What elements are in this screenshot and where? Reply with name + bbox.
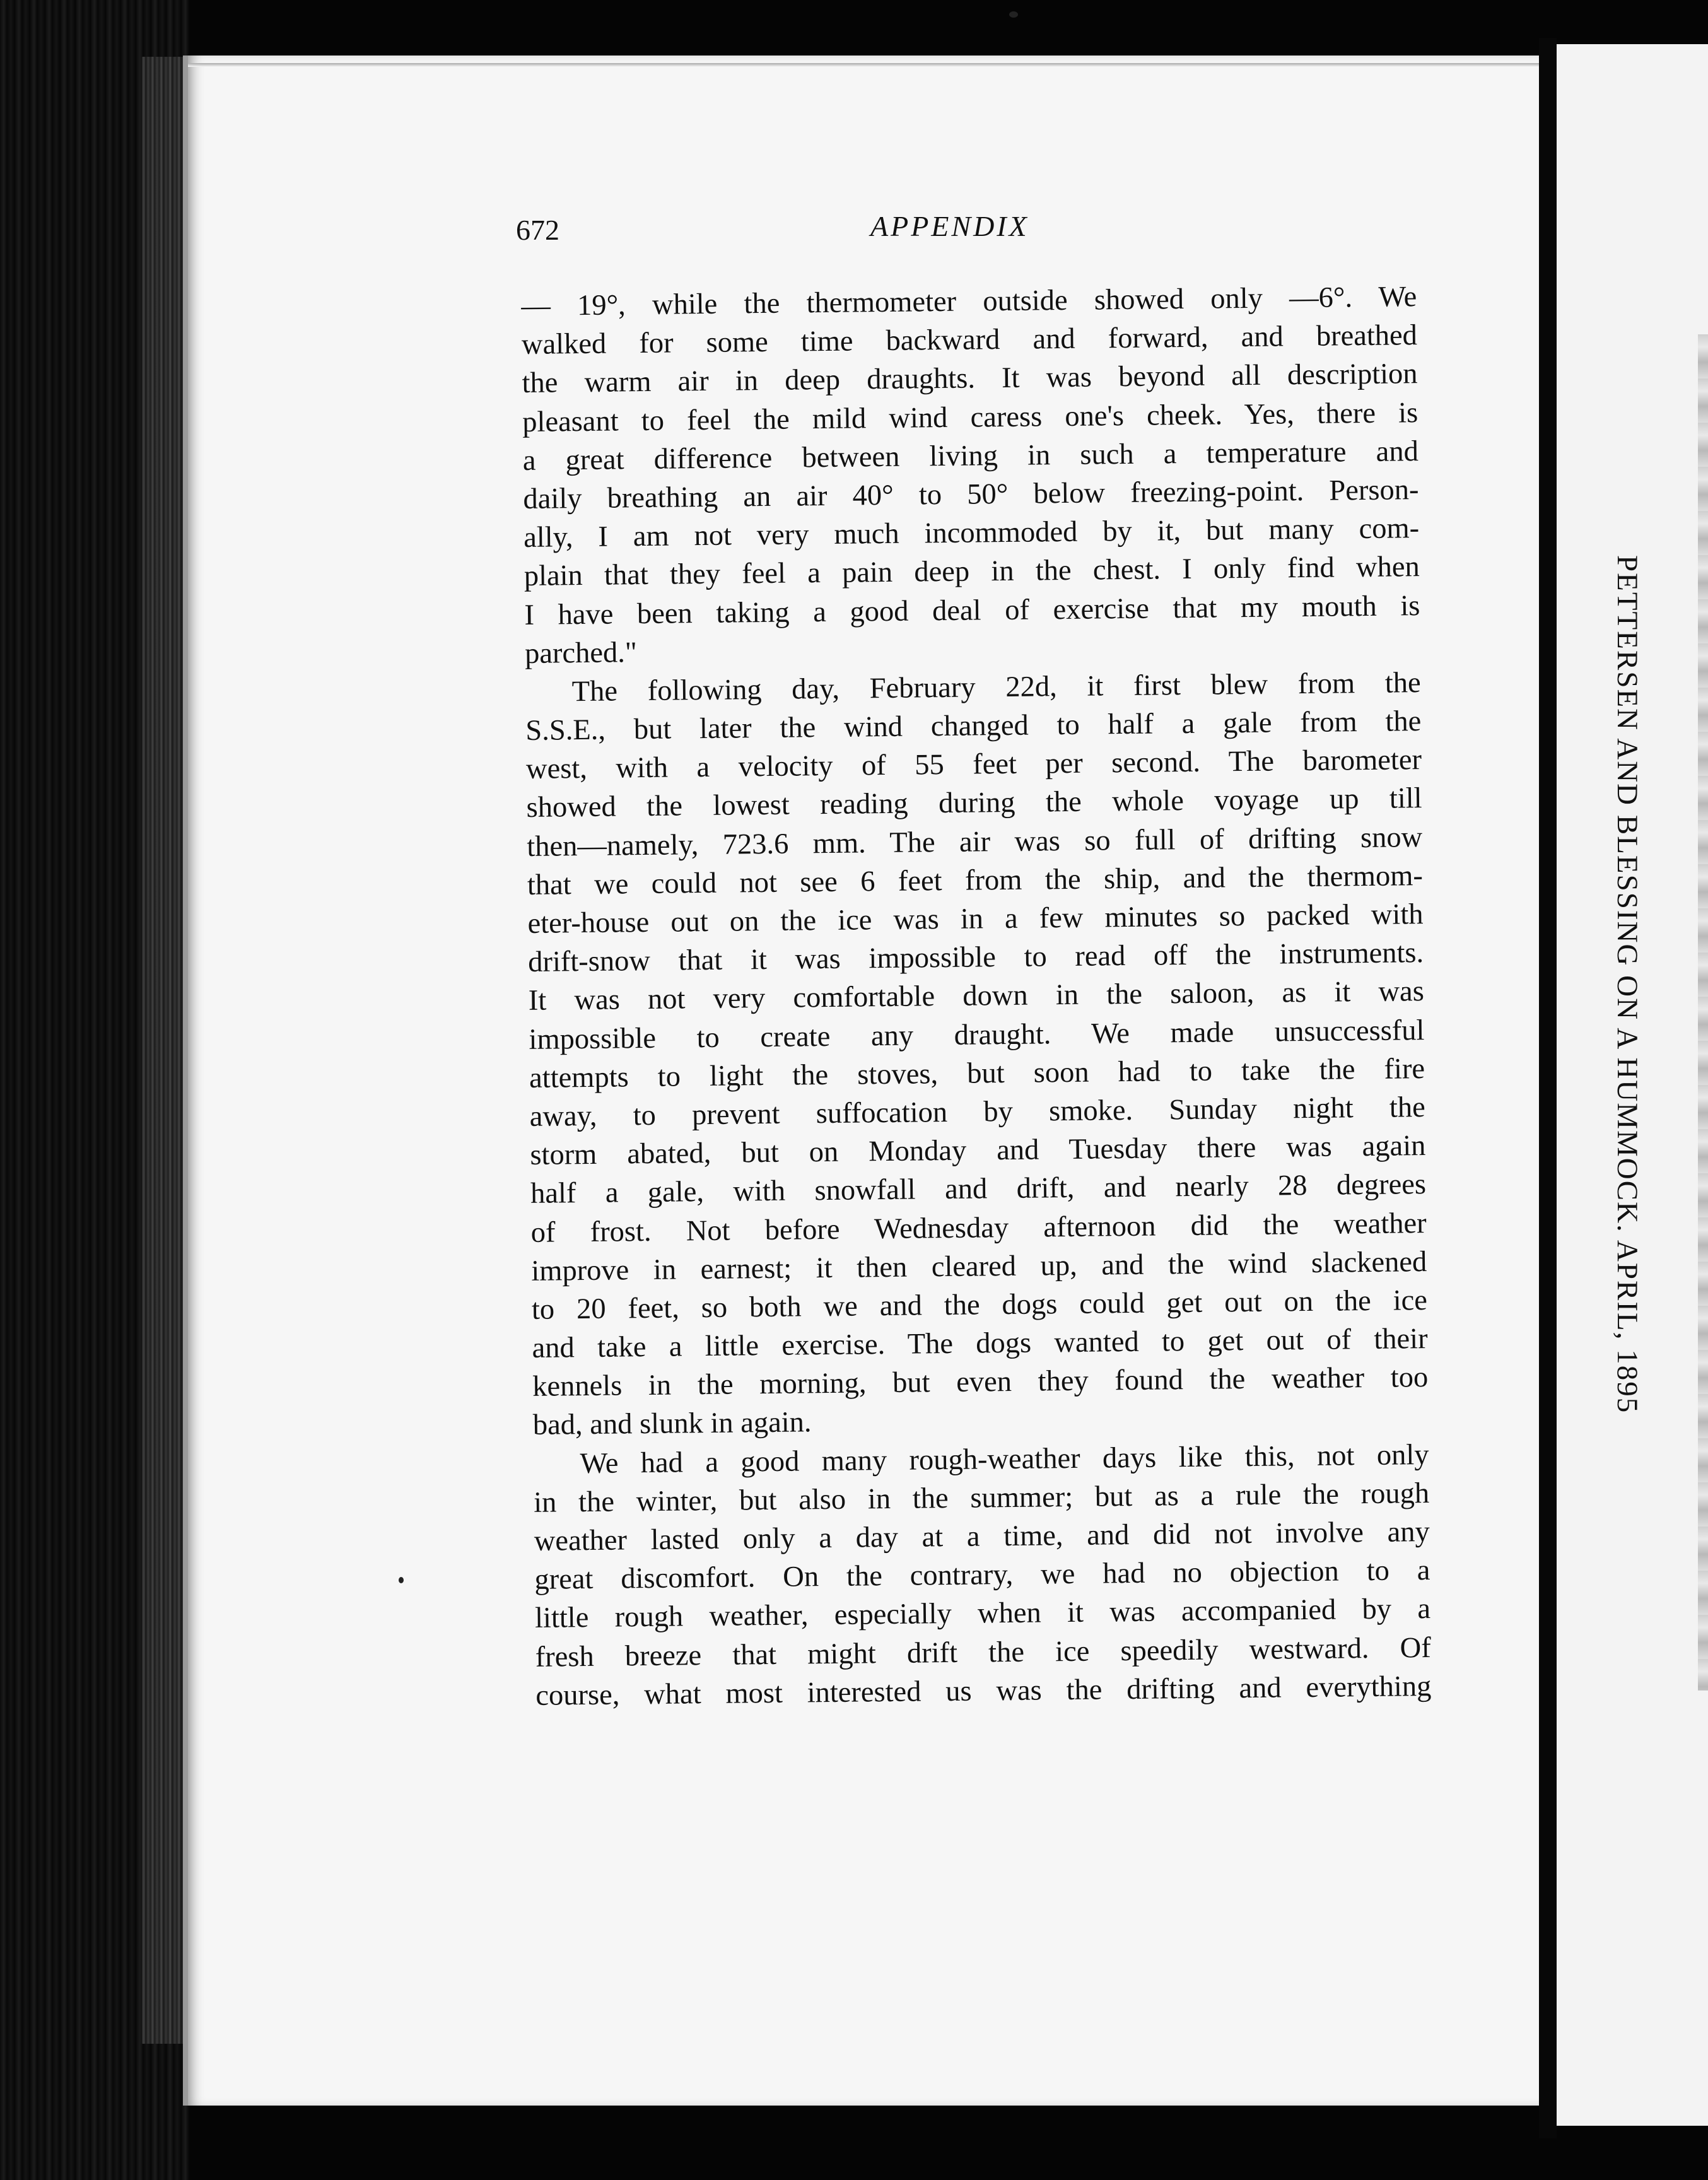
text-line: daily breathing an air 40° to 50° below freezing-point. Person-	[523, 474, 1419, 515]
text-line: drift-snow that it was impossible to read off the instruments.	[527, 937, 1424, 979]
body-text	[521, 278, 1432, 1715]
ink-speck	[399, 1577, 404, 1583]
text-line: ally, I am not very much incommoded by it, but many com-	[523, 512, 1420, 554]
text-line: attempts to light the stoves, but soon had to take the fire	[529, 1052, 1425, 1094]
text-line: course, what most interested us was the drifting and everything	[535, 1670, 1432, 1712]
page-gutter	[1539, 38, 1557, 2138]
text-line: pleasant to feel the mild wind caress one's cheek. Yes, there is	[522, 396, 1418, 438]
text-line: eter-house out on the ice was in a few minutes so packed with	[527, 898, 1424, 940]
text-line: — 19°, while the thermometer outside showed only —6°. We	[521, 281, 1417, 322]
plate-caption: PETTERSEN AND BLESSING ON A HUMMOCK. APRIL, 1895	[1611, 555, 1644, 1414]
text-line: parched."	[524, 636, 638, 670]
text-line: the warm air in deep draughts. It was beyond all description	[522, 358, 1418, 400]
page-top-shadow	[188, 63, 1544, 67]
text-line: bad, and slunk in again.	[532, 1406, 812, 1442]
text-line: great discomfort. On the contrary, we had no objection to a	[534, 1554, 1430, 1597]
text-line: that we could not see 6 feet from the ship, and the thermom-	[527, 859, 1424, 901]
text-line: a great difference between living in such a temperature and	[522, 435, 1419, 477]
text-line: to 20 feet, so both we and the dogs could get out on the ice	[531, 1284, 1428, 1326]
text-line: weather lasted only a day at a time, and did not involve any	[534, 1516, 1430, 1557]
page-number: 672	[516, 214, 559, 246]
text-line: S.S.E., but later the wind changed to half a gale from the	[525, 705, 1422, 747]
text-line: impossible to create any draught. We made unsuccessful	[529, 1014, 1425, 1056]
text-line: little rough weather, especially when it was accompanied by a	[534, 1593, 1431, 1635]
text-line: west, with a velocity of 55 feet per second. The barometer	[525, 744, 1422, 786]
ink-speck	[1009, 11, 1018, 18]
text-line: walked for some time backward and forward, and breathed	[521, 319, 1418, 361]
text-line: storm abated, but on Monday and Tuesday there was again	[530, 1130, 1426, 1172]
text-line: improve in earnest; it then cleared up, and the wind slackened	[531, 1245, 1427, 1287]
text-line: The following day, February 22d, it first blew from the	[571, 666, 1421, 708]
text-line: half a gale, with snowfall and drift, and nearly 28 degrees	[530, 1168, 1427, 1210]
text-line: of frost. Not before Wednesday afternoon did the weather	[530, 1207, 1427, 1249]
text-line: away, to prevent suffocation by smoke. Sunday night the	[529, 1091, 1425, 1133]
photo-plate-edge	[1698, 334, 1708, 1691]
text-line: It was not very comfortable down in the saloon, as it was	[528, 975, 1425, 1017]
text-line: We had a good many rough-weather days like this, not only	[580, 1438, 1429, 1480]
text-line: then—namely, 723.6 mm. The air was so full of drifting snow	[527, 821, 1423, 863]
text-line: showed the lowest reading during the whole voyage up till	[526, 782, 1422, 824]
running-head: APPENDIX	[870, 210, 1029, 242]
text-line: in the winter, but also in the summer; but as a rule the rough	[533, 1477, 1430, 1519]
text-line: plain that they feel a pain deep in the chest. I only find when	[524, 551, 1420, 593]
text-line: I have been taking a good deal of exercise that my mouth is	[524, 589, 1420, 631]
text-line: fresh breeze that might drift the ice speedily westward. Of	[535, 1631, 1431, 1673]
text-line: kennels in the morning, but even they found the weather too	[532, 1361, 1429, 1404]
text-line: and take a little exercise. The dogs wanted to get out of their	[532, 1323, 1428, 1364]
